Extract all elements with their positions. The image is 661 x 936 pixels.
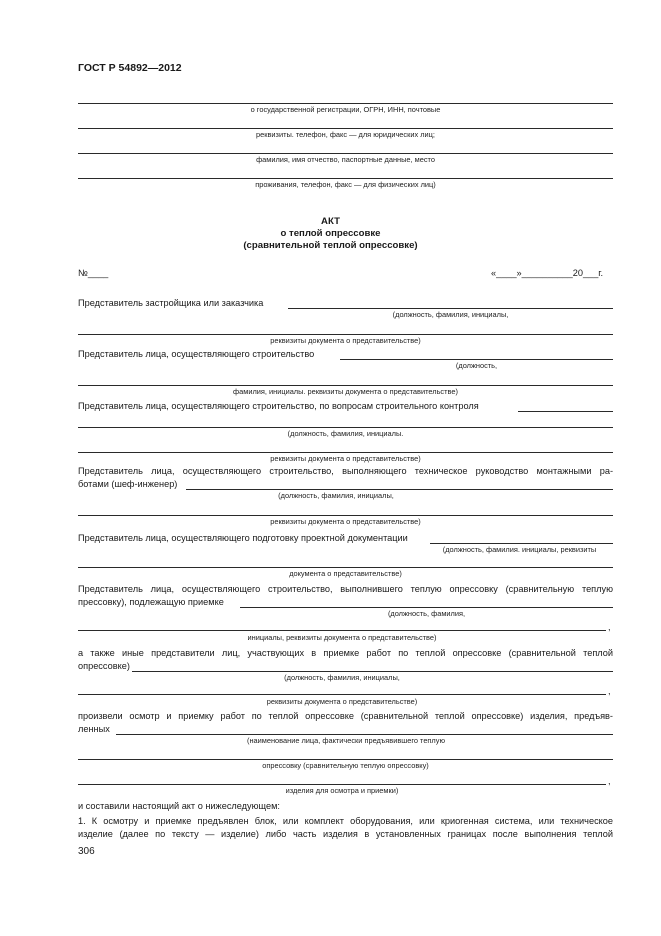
fill-line [186, 489, 613, 490]
fill-line [78, 153, 613, 154]
fill-line [240, 607, 613, 608]
fill-line [78, 178, 613, 179]
rep7-line1: а также иные представители лиц, участвующих в приемке работ по теплой опрессовке (сравнительной теплой [78, 648, 613, 658]
caption: (должность, фамилия, [387, 609, 466, 618]
caption: проживания, телефон, факс — для физических лиц) [255, 180, 436, 189]
caption: (должность, [455, 361, 498, 370]
fill-line [430, 543, 613, 544]
caption: фамилия, инициалы. реквизиты документа о представительстве) [233, 387, 458, 396]
caption: (должность, фамилия, инициалы, [284, 673, 400, 682]
fill-line [78, 784, 606, 785]
inspection-line1: произвели осмотр и приемку работ по теплой опрессовке (сравнительной теплой опрессовке) изделия, предъяв- [78, 711, 613, 721]
fill-line [116, 734, 613, 735]
fill-line [288, 308, 613, 309]
caption: (должность, фамилия. инициалы, реквизиты [442, 545, 597, 554]
fill-line [340, 359, 613, 360]
rep6-line1: Представитель лица, осуществляющего строительство, выполнившего теплую опрессовку (сравнительную теплую [78, 584, 613, 594]
caption: реквизиты документа о представительстве) [270, 454, 421, 463]
fill-line [78, 385, 613, 386]
rep6-line2: прессовку), подлежащую приемке [78, 597, 224, 607]
fill-line [78, 128, 613, 129]
inspection-line2: ленных [78, 724, 110, 734]
caption: фамилия, имя отчество, паспортные данные, место [256, 155, 435, 164]
fill-line [78, 567, 613, 568]
fill-line [78, 630, 606, 631]
rep3-label: Представитель лица, осуществляющего строительство, по вопросам строительного контроля [78, 401, 479, 411]
rep4-line2: ботами (шеф-инженер) [78, 479, 178, 489]
caption: (должность, фамилия, инициалы. [287, 429, 404, 438]
rep2-label: Представитель лица, осуществляющего строительство [78, 349, 315, 359]
rep1-label: Представитель застройщика или заказчика [78, 298, 264, 308]
caption: (должность, фамилия, инициалы, [392, 310, 509, 319]
act-date: «____»__________20___г. [491, 268, 604, 278]
fill-line [132, 671, 613, 672]
caption: реквизиты. телефон, факс — для юридических лиц; [256, 130, 435, 139]
act-number: №____ [78, 268, 109, 278]
act-subtitle: о теплой опрессовке [280, 228, 381, 239]
caption: изделия для осмотра и приемки) [285, 786, 399, 795]
comma: , [608, 622, 611, 632]
act-title: АКТ [321, 216, 340, 227]
fill-line [78, 334, 613, 335]
caption: реквизиты документа о представительстве) [270, 517, 421, 526]
act-subtitle-2: (сравнительной теплой опрессовке) [243, 240, 418, 251]
rep4-line1: Представитель лица, осуществляющего строительство, выполняющего техническое руководство монтажными ра- [78, 466, 613, 476]
rep7-line2: опрессовке) [78, 661, 130, 671]
caption: инициалы, реквизиты документа о представительстве) [247, 633, 437, 642]
caption: реквизиты документа о представительстве) [270, 336, 421, 345]
caption: реквизиты документа о представительстве) [266, 697, 418, 706]
rep5-label: Представитель лица, осуществляющего подготовку проектной документации [78, 533, 408, 543]
caption: о государственной регистрации, ОГРН, ИНН, почтовые [250, 105, 441, 114]
fill-line [78, 759, 613, 760]
caption: документа о представительстве) [289, 569, 402, 578]
caption: (наименование лица, фактически предъявившего теплую [247, 736, 445, 745]
caption: (должность, фамилия, инициалы, [278, 491, 394, 500]
caption: опрессовку (сравнительную теплую опрессовку) [262, 761, 429, 770]
item1-line1: 1. К осмотру и приемке предъявлен блок, или комплект оборудования, или криогенная система, или техническое [78, 816, 613, 826]
closing-text: и составили настоящий акт о нижеследующем: [78, 801, 280, 811]
comma: , [608, 686, 611, 696]
comma: , [608, 776, 611, 786]
item1-line2: изделие (далее по тексту — изделие) либо часть изделия в установленных границах после выполнения теплой [78, 829, 613, 839]
fill-line [78, 427, 613, 428]
fill-line [78, 452, 613, 453]
fill-line [78, 103, 613, 104]
doc-code: ГОСТ Р 54892—2012 [78, 62, 182, 74]
fill-line [78, 515, 613, 516]
fill-line [518, 411, 613, 412]
page-number: 306 [78, 846, 95, 857]
fill-line [78, 694, 606, 695]
